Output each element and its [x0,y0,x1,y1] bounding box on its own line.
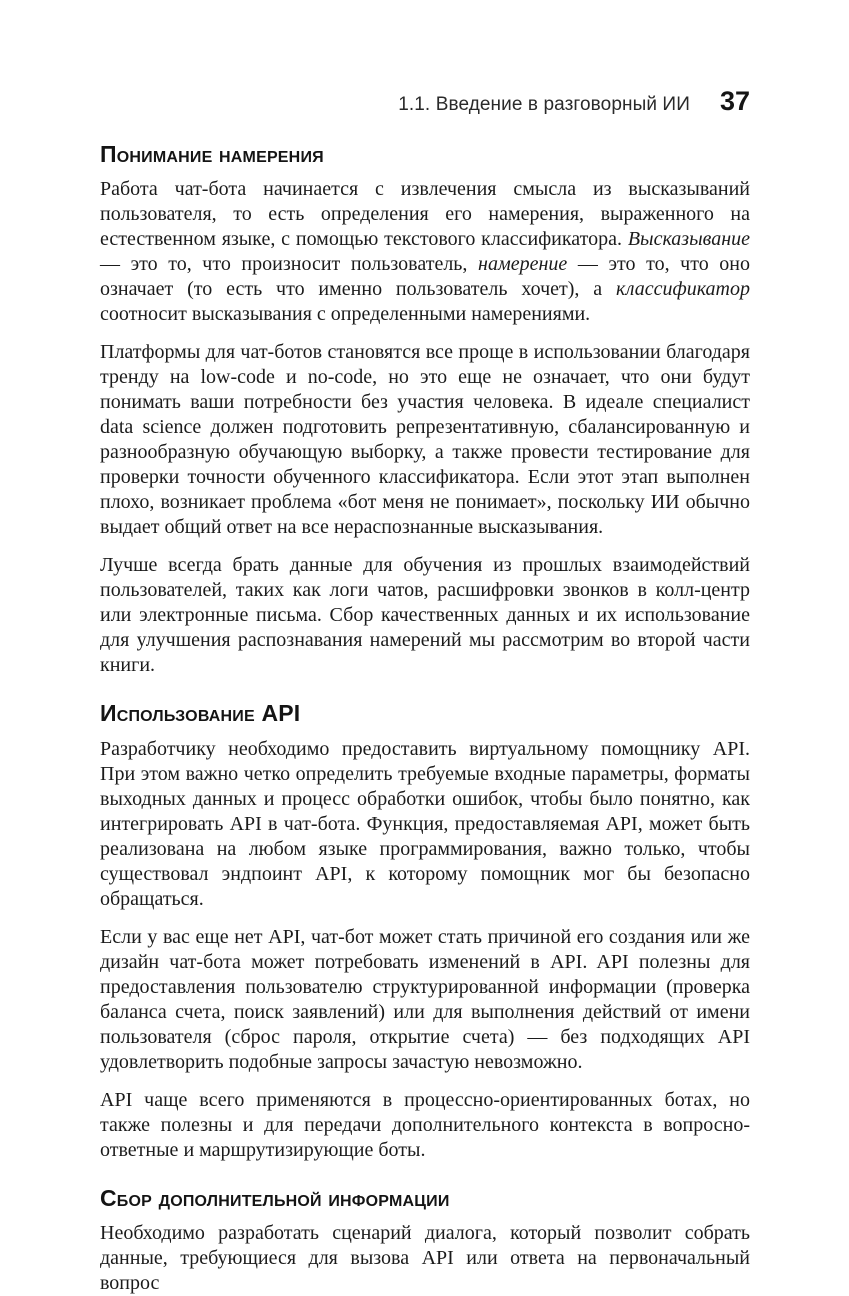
paragraph [100,340,750,540]
text-segment: Лучше всегда брать данные для обучения из прошлых взаимодействий пользователей, таких как логи чатов, расшифровки звонков в колл-центр или электронные письма. Сбор качественных данных и их использование для улучшения распознавания намерений мы рассмотрим во второй части книги. [100,554,750,677]
text-segment: Если у вас еще нет API, чат-бот может стать причиной его создания или же дизайн чат-бота может потребовать изменений в API. API полезны для предоставления пользователю структурированной информации (проверка баланса счета, поиск заявлений) или для выполнения действий от имени пользователя (сброс пароля, открытие счета) — без подходящих API удовлетворить подобные запросы зачастую невозможно. [100,925,750,1073]
running-header-title: 1.1. Введение в разговорный ИИ [398,94,690,115]
page-number: 37 [719,86,750,116]
paragraph [100,1088,750,1163]
paragraph [100,925,750,1075]
section-api-usage [100,701,750,1162]
section-heading-api-usage: Использование API [100,700,301,727]
text-segment: API чаще всего применяются в процессно-ориентированных ботах, но также полезны и для передачи дополнительного контекста в вопросно-ответные и маршрутизирующие боты. [100,1088,750,1161]
term-italic-intent: намерение [478,253,568,276]
paragraph [100,553,750,678]
text-segment: Необходимо разработать сценарий диалога, который позволит собрать данные, требующиеся для вызова API или ответа на первоначальный вопрос [100,1221,750,1294]
paragraph [100,1221,750,1296]
text-segment: Разработчику необходимо предоставить виртуальному помощнику API. При этом важно четко определить требуемые входные параметры, форматы выходных данных и процесс обработки ошибок, чтобы было понятно, как интегрировать API в чат-бота. Функция, предоставляемая API, может быть реализована на любом языке программирования, важно только, чтобы существовал эндпоинт API, к которому помощник мог бы безопасно обращаться. [100,737,750,910]
paragraph [100,737,750,912]
text-segment: соотносит высказывания с определенными намерениями. [100,303,591,326]
section-heading-understanding-intent: Понимание намерения [100,141,324,167]
text-segment: Работа чат-бота начинается с извлечения смысла из высказываний пользователя, то есть определения его намерения, выраженного на естественном языке, с помощью текстового классификатора. [100,178,750,251]
text-segment: — это то, что произносит пользователь, [100,253,479,276]
section-heading-collect-additional-info: Сбор дополнительной информации [100,1184,450,1211]
running-header [100,86,750,118]
section-understanding-intent [100,142,750,678]
term-italic-classifier: классификатор [616,278,750,301]
text-segment: — это то, что оно означает (то есть что именно пользователь хочет), а [100,253,751,301]
paragraph [100,177,750,327]
section-collect-additional-info [100,1186,750,1296]
page-content [100,142,750,1296]
term-italic-utterance: Высказывание [627,228,750,251]
text-segment: Платформы для чат-ботов становятся все проще в использовании благодаря тренду на low-code и no-code, но это еще не означает, что они будут понимать ваши потребности без участия человека. В идеале специалист data science должен подготовить репрезентативную, сбалансированную и разнообразную обучающую выборку, а также провести тестирование для проверки точности обученного классификатора. Если этот этап выполнен плохо, возникает проблема «бот меня не понимает», поскольку ИИ обычно выдает общий ответ на все нераспознанные высказывания. [100,341,750,539]
